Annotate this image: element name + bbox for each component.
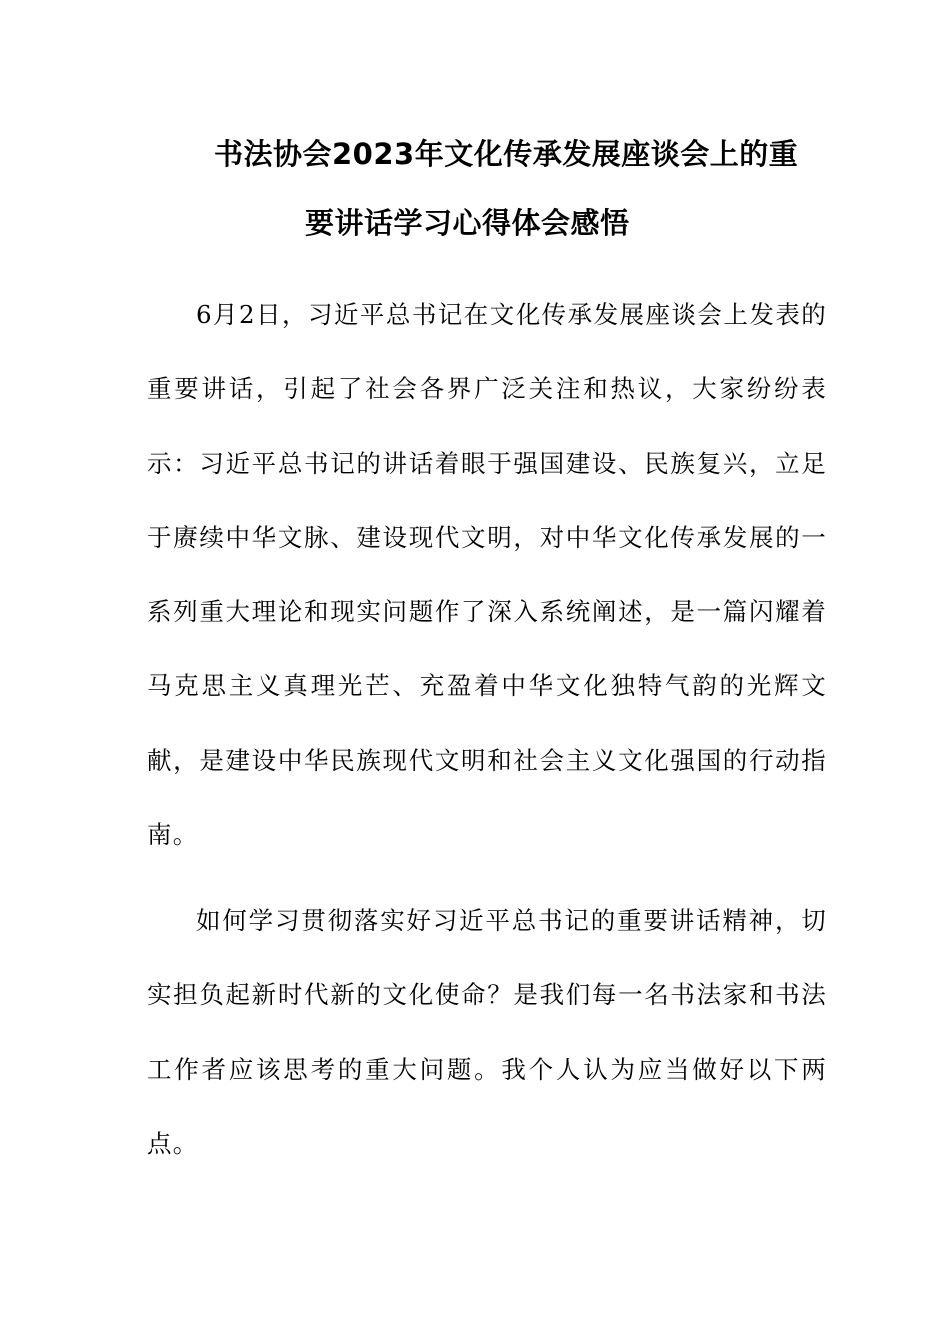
document-title-line-1: 书法协会2023年文化传承发展座谈会上的重 <box>214 137 799 171</box>
body-paragraph-2: 如何学习贯彻落实好习近平总书记的重要讲话精神，切实担负起新时代新的文化使命？是我们每一名书法家和书法工作者应该思考的重大问题。我个人认为应当做好以下两点。 <box>147 906 827 1158</box>
body-paragraph-1: 6月2日，习近平总书记在文化传承发展座谈会上发表的重要讲话，引起了社会各界广泛关注和热议，大家纷纷表示：习近平总书记的讲话着眼于强国建设、民族复兴，立足于赓续中华文脉、建设现代文明，对中华文化传承发展的一系列重大理论和现实问题作了深入系统阐述，是一篇闪耀着马克思主义真理光芒、充盈着中华文化独特气韵的光辉文献，是建设中华民族现代文明和社会主义文化强国的行动指南。 <box>147 300 827 850</box>
document-title-line-2: 要讲话学习心得体会感悟 <box>305 206 630 240</box>
